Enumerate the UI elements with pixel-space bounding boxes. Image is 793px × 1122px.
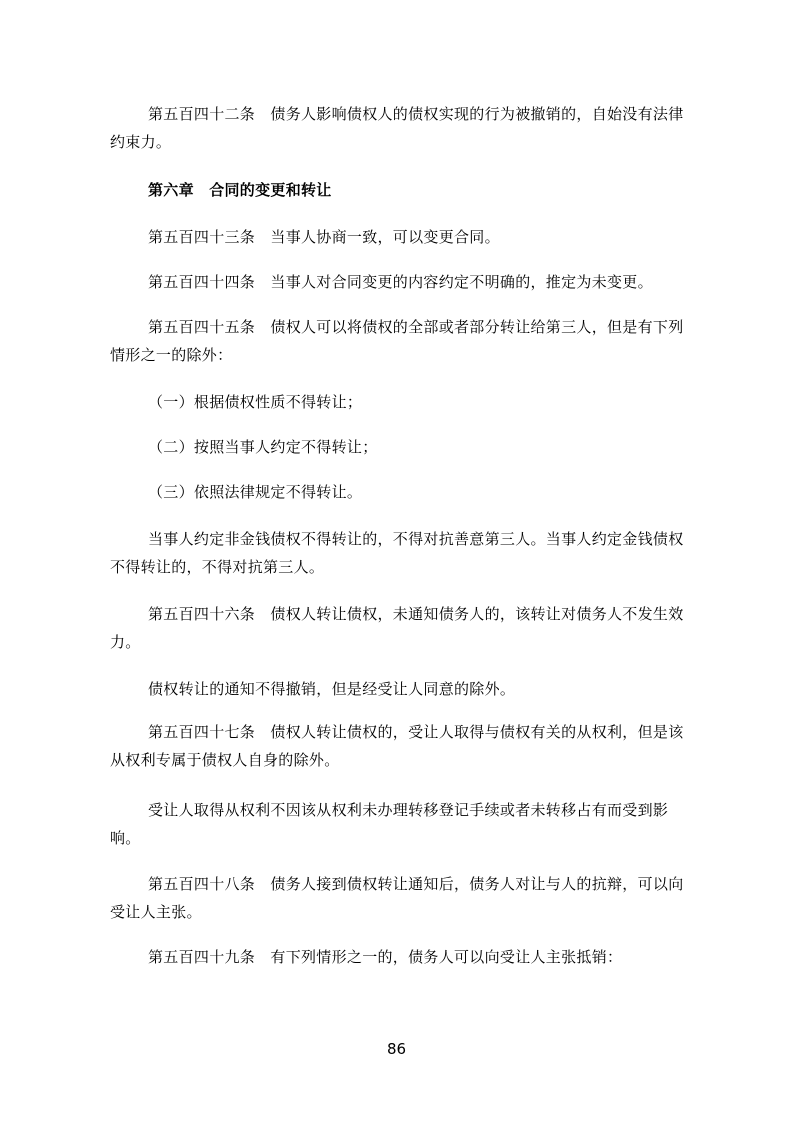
list-item-1: （一）根据债权性质不得转让； <box>148 393 363 411</box>
article-546: 第五百四十六条 债权人转让债权，未通知债务人的，该转让对债务人不发生效力。 <box>110 605 684 651</box>
list-item-2: （二）按照当事人约定不得转让； <box>148 438 378 456</box>
article-545: 第五百四十五条 债权人可以将债权的全部或者部分转让给第三人，但是有下列情形之一的除外： <box>110 318 684 364</box>
article-547: 第五百四十七条 债权人转让债权的，受让人取得与债权有关的从权利，但是该从权利专属于债权人自身的除外。 <box>110 723 684 769</box>
article-544: 第五百四十四条 当事人对合同变更的内容约定不明确的，推定为未变更。 <box>148 273 653 291</box>
article-546-paragraph-2: 债权转让的通知不得撤销，但是经受让人同意的除外。 <box>148 680 516 698</box>
article-549: 第五百四十九条 有下列情形之一的，债务人可以向受让人主张抵销： <box>148 948 623 966</box>
page-number: 86 <box>386 1040 407 1058</box>
article-543: 第五百四十三条 当事人协商一致，可以变更合同。 <box>148 228 500 246</box>
chapter-heading: 第六章 合同的变更和转让 <box>148 181 332 199</box>
article-545-paragraph-2: 当事人约定非金钱债权不得转让的，不得对抗善意第三人。当事人约定金钱债权不得转让的，不得对抗第三人。 <box>110 530 684 576</box>
article-547-paragraph-2: 受让人取得从权利不因该从权利未办理转移登记手续或者未转移占有而受到影响。 <box>110 801 669 847</box>
article-548: 第五百四十八条 债务人接到债权转让通知后，债务人对让与人的抗辩，可以向受让人主张。 <box>110 875 684 921</box>
article-542: 第五百四十二条 债务人影响债权人的债权实现的行为被撤销的，自始没有法律约束力。 <box>110 105 684 151</box>
list-item-3: （三）依照法律规定不得转让。 <box>148 483 363 501</box>
